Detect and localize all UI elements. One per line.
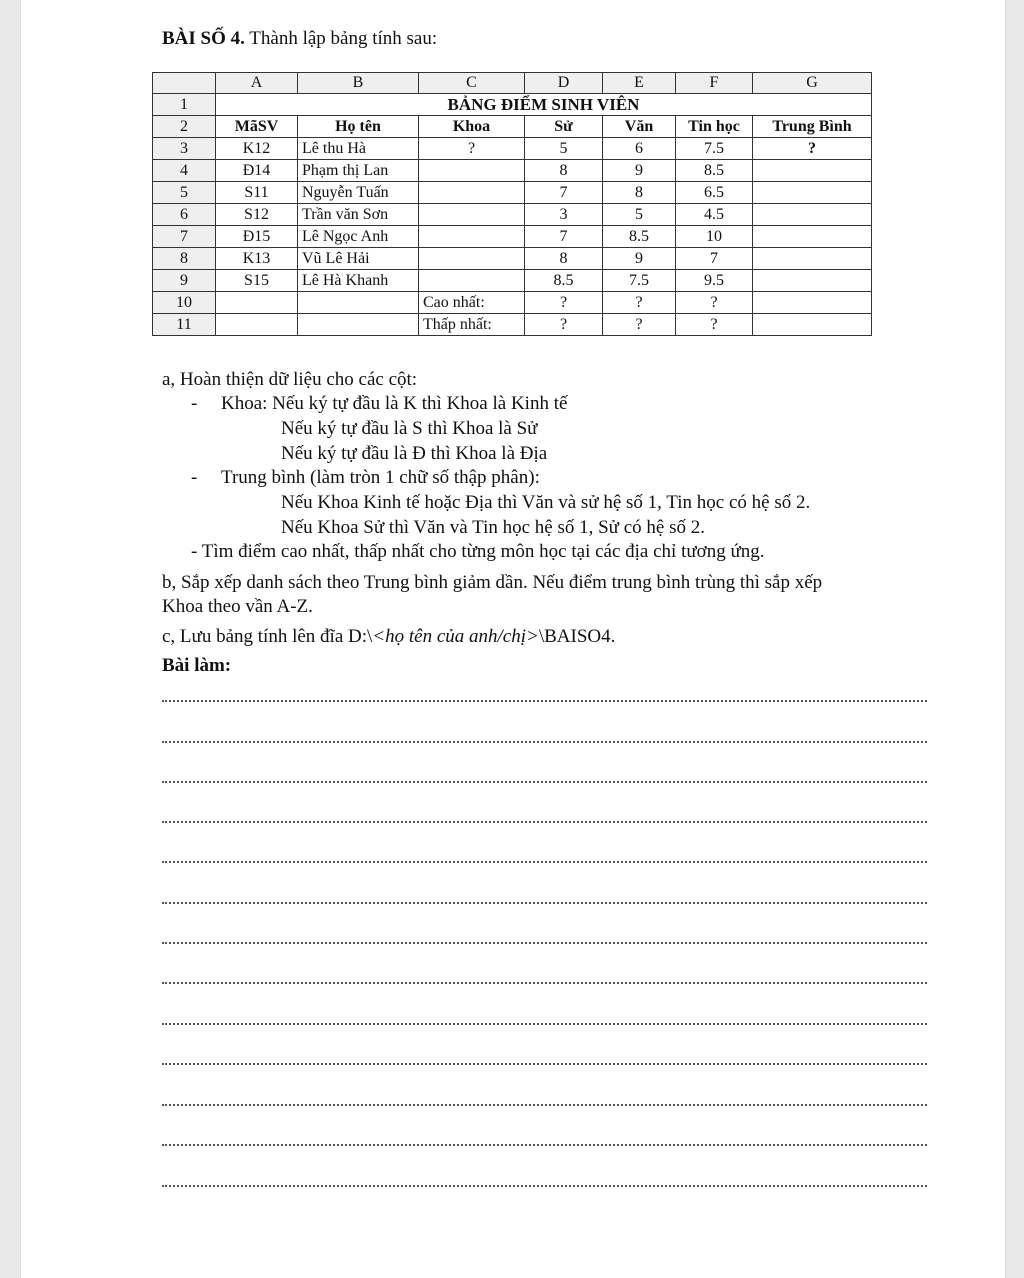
min-row — [153, 314, 872, 336]
row-number: 5 — [153, 182, 216, 204]
answer-line — [162, 1104, 927, 1106]
min-van: ? — [603, 314, 676, 336]
row-number: 8 — [153, 248, 216, 270]
cell-su: 5 — [525, 138, 603, 160]
cell-masv: S12 — [216, 204, 298, 226]
header-masv: MãSV — [216, 116, 298, 138]
col-header-a: A — [216, 73, 298, 94]
part-b-line-1: b, Sắp xếp danh sách theo Trung bình giảm dần. Nếu điểm trung bình trùng thì sắp xếp — [162, 572, 823, 593]
answer-line — [162, 821, 927, 823]
cell-trung-binh — [753, 204, 872, 226]
trung-binh-rule: Trung bình (làm tròn 1 chữ số thập phân): — [221, 467, 540, 488]
part-a-intro: a, Hoàn thiện dữ liệu cho các cột: — [162, 369, 418, 390]
cell-masv: Đ15 — [216, 226, 298, 248]
cell-tin-hoc: 8.5 — [676, 160, 753, 182]
cell-ho-ten: Lê thu Hà — [298, 138, 419, 160]
cell-trung-binh — [753, 226, 872, 248]
cell-empty — [298, 292, 419, 314]
cell-empty — [753, 314, 872, 336]
cell-khoa — [419, 248, 525, 270]
cell-masv: Đ14 — [216, 160, 298, 182]
col-header-b: B — [298, 73, 419, 94]
max-label: Cao nhất: — [419, 292, 525, 314]
table-row — [153, 248, 872, 270]
row-number: 2 — [153, 116, 216, 138]
cell-khoa — [419, 226, 525, 248]
cell-ho-ten: Phạm thị Lan — [298, 160, 419, 182]
answer-line — [162, 781, 927, 783]
row-number: 4 — [153, 160, 216, 182]
sheet-title: BẢNG ĐIỂM SINH VIÊN — [216, 94, 872, 116]
cell-trung-binh — [753, 270, 872, 292]
answer-line — [162, 700, 927, 702]
table-row — [153, 138, 872, 160]
cell-su: 8 — [525, 248, 603, 270]
min-su: ? — [525, 314, 603, 336]
header-tin-hoc: Tin học — [676, 116, 753, 138]
list-dash: - — [191, 467, 198, 488]
cell-trung-binh — [753, 182, 872, 204]
column-header-row — [153, 73, 872, 94]
cell-empty — [216, 314, 298, 336]
cell-van: 8 — [603, 182, 676, 204]
row-number: 7 — [153, 226, 216, 248]
answer-line — [162, 741, 927, 743]
cell-trung-binh — [753, 160, 872, 182]
list-dash: - — [191, 393, 198, 414]
cell-ho-ten: Trần văn Sơn — [298, 204, 419, 226]
cell-su: 8.5 — [525, 270, 603, 292]
cell-trung-binh — [753, 248, 872, 270]
max-row — [153, 292, 872, 314]
khoa-rule-3: Nếu ký tự đầu là Đ thì Khoa là Địa — [281, 443, 548, 464]
row-number: 10 — [153, 292, 216, 314]
header-su: Sử — [525, 116, 603, 138]
cell-van: 9 — [603, 160, 676, 182]
cell-ho-ten: Lê Ngọc Anh — [298, 226, 419, 248]
min-label: Thấp nhất: — [419, 314, 525, 336]
col-header-g: G — [753, 73, 872, 94]
exercise-title — [162, 28, 437, 50]
exercise-instruction: Thành lập bảng tính sau: — [244, 28, 438, 49]
sheet-row-1 — [153, 94, 872, 116]
col-header-d: D — [525, 73, 603, 94]
part-b-line-2: Khoa theo vần A-Z. — [162, 596, 313, 617]
khoa-rule-1: Khoa: Nếu ký tự đầu là K thì Khoa là Kinh tế — [221, 393, 568, 414]
cell-van: 8.5 — [603, 226, 676, 248]
cell-su: 8 — [525, 160, 603, 182]
cell-tin-hoc: 6.5 — [676, 182, 753, 204]
cell-su: 7 — [525, 226, 603, 248]
cell-tin-hoc: 7 — [676, 248, 753, 270]
sheet-header-row — [153, 116, 872, 138]
cell-tin-hoc: 7.5 — [676, 138, 753, 160]
cell-tin-hoc: 4.5 — [676, 204, 753, 226]
document-page — [20, 0, 1006, 1278]
cell-van: 7.5 — [603, 270, 676, 292]
cell-tin-hoc: 10 — [676, 226, 753, 248]
exercise-number: BÀI SỐ 4. — [162, 28, 245, 49]
trung-binh-rule-2: Nếu Khoa Sử thì Văn và Tin học hệ số 1, Sử có hệ số 2. — [281, 517, 705, 538]
corner-cell — [153, 73, 216, 94]
answer-line — [162, 1144, 927, 1146]
row-number: 1 — [153, 94, 216, 116]
cell-khoa — [419, 160, 525, 182]
cell-van: 6 — [603, 138, 676, 160]
table-row — [153, 182, 872, 204]
cell-van: 5 — [603, 204, 676, 226]
cell-trung-binh: ? — [753, 138, 872, 160]
cell-tin-hoc: 9.5 — [676, 270, 753, 292]
col-header-c: C — [419, 73, 525, 94]
answer-line — [162, 861, 927, 863]
max-tin-hoc: ? — [676, 292, 753, 314]
header-trung-binh: Trung Bình — [753, 116, 872, 138]
header-van: Văn — [603, 116, 676, 138]
cell-empty — [753, 292, 872, 314]
bai-lam-heading: Bài làm: — [162, 655, 232, 676]
row-number: 6 — [153, 204, 216, 226]
part-c-prefix: c, Lưu bảng tính lên đĩa D:\ — [162, 626, 373, 647]
max-van: ? — [603, 292, 676, 314]
row-number: 11 — [153, 314, 216, 336]
cell-ho-ten: Vũ Lê Hải — [298, 248, 419, 270]
col-header-f: F — [676, 73, 753, 94]
cell-su: 3 — [525, 204, 603, 226]
spreadsheet-table — [152, 72, 872, 336]
cell-empty — [298, 314, 419, 336]
answer-line — [162, 902, 927, 904]
cell-empty — [216, 292, 298, 314]
cell-van: 9 — [603, 248, 676, 270]
part-c — [162, 625, 615, 649]
answer-line — [162, 1185, 927, 1187]
cell-khoa — [419, 204, 525, 226]
part-c-placeholder: <họ tên của anh/chị> — [372, 626, 539, 647]
cell-masv: K13 — [216, 248, 298, 270]
answer-line — [162, 942, 927, 944]
cell-khoa — [419, 270, 525, 292]
table-row — [153, 226, 872, 248]
cell-khoa — [419, 182, 525, 204]
table-row — [153, 160, 872, 182]
row-number: 3 — [153, 138, 216, 160]
cell-masv: K12 — [216, 138, 298, 160]
min-max-rule: - Tìm điểm cao nhất, thấp nhất cho từng môn học tại các địa chỉ tương ứng. — [191, 541, 765, 562]
answer-line — [162, 982, 927, 984]
header-khoa: Khoa — [419, 116, 525, 138]
cell-masv: S15 — [216, 270, 298, 292]
header-ho-ten: Họ tên — [298, 116, 419, 138]
khoa-rule-2: Nếu ký tự đầu là S thì Khoa là Sử — [281, 418, 538, 439]
max-su: ? — [525, 292, 603, 314]
table-row — [153, 204, 872, 226]
row-number: 9 — [153, 270, 216, 292]
answer-line — [162, 1023, 927, 1025]
cell-ho-ten: Nguyễn Tuấn — [298, 182, 419, 204]
table-row — [153, 270, 872, 292]
part-c-suffix: \BAISO4. — [538, 626, 616, 647]
cell-khoa: ? — [419, 138, 525, 160]
answer-line — [162, 1063, 927, 1065]
cell-ho-ten: Lê Hà Khanh — [298, 270, 419, 292]
cell-masv: S11 — [216, 182, 298, 204]
col-header-e: E — [603, 73, 676, 94]
min-tin-hoc: ? — [676, 314, 753, 336]
trung-binh-rule-1: Nếu Khoa Kinh tế hoặc Địa thì Văn và sử hệ số 1, Tin học có hệ số 2. — [281, 492, 811, 513]
cell-su: 7 — [525, 182, 603, 204]
